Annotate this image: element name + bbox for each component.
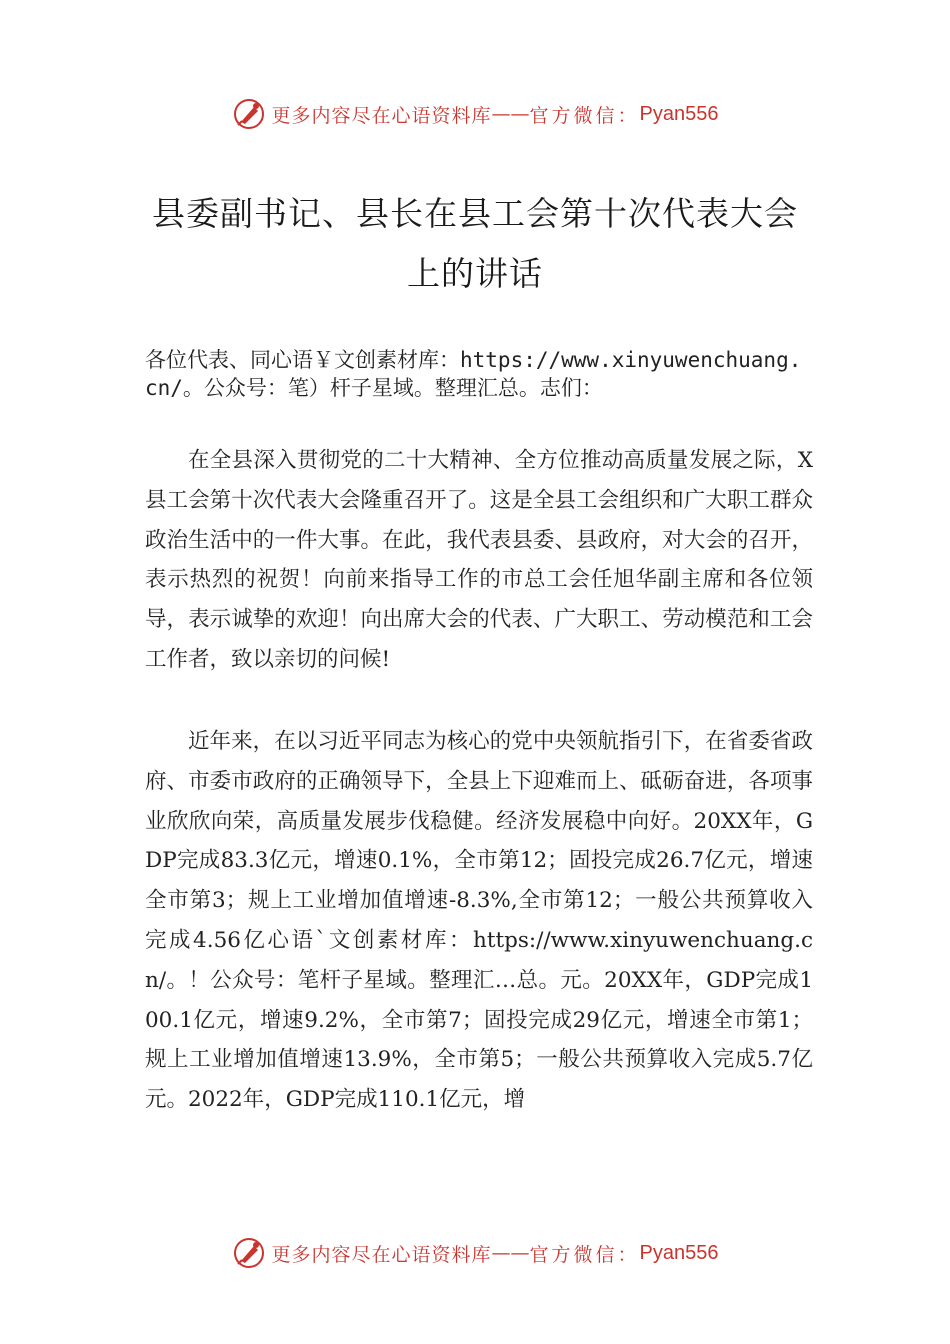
banner-wechat-id: Pyan556 — [639, 102, 719, 125]
banner-separator: —— — [491, 103, 530, 125]
pen-nib-icon — [232, 97, 266, 131]
banner-wechat-label: 官方微信： — [529, 1243, 640, 1266]
banner-wechat-id: Pyan556 — [639, 1241, 719, 1264]
document-intro: 各位代表、同心语￥文创素材库：https://www.xinyuwenchuang.cn/。公众号：笔）杆子星域。整理汇总。志们： — [145, 348, 802, 400]
pen-nib-icon — [232, 1236, 266, 1270]
banner-wechat-label: 官方微信： — [529, 104, 640, 127]
body-paragraph: 在全县深入贯彻党的二十大精神、全方位推动高质量发展之际，X县工会第十次代表大会隆重召开了。这是全县工会组织和广大职工群众政治生活中的一件大事。在此，我代表县委、县政府，对大会的召开，表示热烈的祝贺！向前来指导工作的市总工会任旭华副主席和各位领导，表示诚挚的欢迎！向出席大会的代表、广大职工、劳动模范和工会工作者，致以亲切的问候! — [145, 448, 813, 672]
body-paragraph: 近年来，在以习近平同志为核心的党中央领航指引下，在省委省政府、市委市政府的正确领导下，全县上下迎难而上、砥砺奋进，各项事业欣欣向荣，高质量发展步伐稳健。经济发展稳中向好。20XX年，GDP完成83.3亿元，增速0.1%，全市第12；固投完成26.7亿元，增速全市第3；规上工业增加值增速-8.3%,全市第12；一般公共预算收入完成4.56亿心语`文创素材库：https://www.xinyuwenchuang.cn/。！公众号：笔杆子星域。整理汇…总。元。20XX年，GDP完成100.1亿元，增速9.2%，全市第7；固投完成29亿元，增速全市第1；规上工业增加值增速13.9%，全市第5；一般公共预算收入完成5.7亿元。2022年，GDP完成110.1亿元，增 — [145, 729, 813, 1113]
document-title: 县委副书记、县长在县工会第十次代表大会上的讲话 — [152, 194, 798, 293]
banner-text: 更多内容尽在心语资料库 — [271, 1243, 492, 1266]
banner-text: 更多内容尽在心语资料库 — [271, 104, 492, 127]
header-banner — [0, 94, 950, 134]
banner-separator: —— — [491, 1242, 530, 1264]
footer-banner — [0, 1233, 950, 1273]
